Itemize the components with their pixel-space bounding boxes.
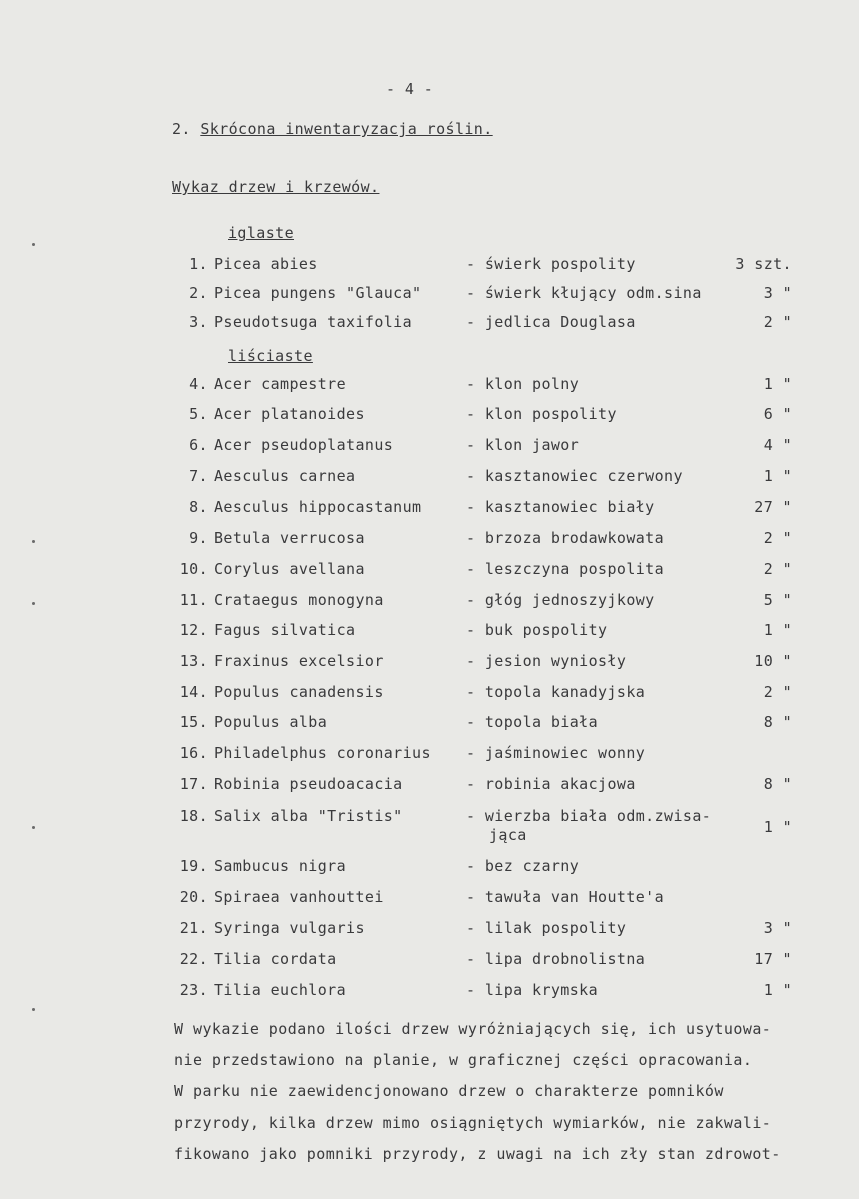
- margin-mark: [32, 1008, 35, 1011]
- latin-name: Betula verrucosa: [214, 529, 365, 547]
- quantity: 8 ": [763, 713, 792, 731]
- paragraph-line: nie przedstawiono na planie, w graficznej części opracowania.: [174, 1051, 753, 1069]
- polish-name: - głóg jednoszyjkowy: [466, 591, 655, 609]
- section-number: 2.: [172, 120, 191, 138]
- margin-mark: [32, 243, 35, 246]
- item-number: 16.: [179, 744, 208, 762]
- item-number: 15.: [179, 713, 208, 731]
- polish-name: - topola biała: [466, 713, 599, 731]
- latin-name: Picea pungens "Glauca": [214, 284, 422, 302]
- polish-name: - klon jawor: [466, 436, 580, 454]
- quantity: 10 ": [754, 652, 792, 670]
- polish-name: - lipa drobnolistna: [466, 950, 646, 968]
- list-item: [0, 981, 859, 1005]
- list-item: [0, 498, 859, 522]
- item-number: 10.: [179, 560, 208, 578]
- polish-name: - jesion wyniosły: [466, 652, 627, 670]
- latin-name: Aesculus hippocastanum: [214, 498, 422, 516]
- quantity: 2 ": [763, 560, 792, 578]
- item-number: 11.: [179, 591, 208, 609]
- latin-name: Philadelphus coronarius: [214, 744, 431, 762]
- list-item: [0, 683, 859, 707]
- item-number: 17.: [179, 775, 208, 793]
- list-item: [0, 467, 859, 491]
- list-item: [0, 436, 859, 460]
- quantity: 6 ": [763, 405, 792, 423]
- quantity: 27 ": [754, 498, 792, 516]
- item-number: 19.: [179, 857, 208, 875]
- latin-name: Populus canadensis: [214, 683, 384, 701]
- latin-name: Picea abies: [214, 255, 318, 273]
- list-item: [0, 888, 859, 912]
- item-number: 13.: [179, 652, 208, 670]
- polish-name: - jedlica Douglasa: [466, 313, 636, 331]
- quantity: 1 ": [763, 981, 792, 999]
- item-number: 6.: [189, 436, 208, 454]
- latin-name: Populus alba: [214, 713, 328, 731]
- latin-name: Robinia pseudoacacia: [214, 775, 403, 793]
- quantity: 3 ": [763, 284, 792, 302]
- list-item: [0, 255, 859, 279]
- paragraph-line: fikowano jako pomniki przyrody, z uwagi na ich zły stan zdrowot-: [174, 1145, 781, 1163]
- polish-name: - kasztanowiec czerwony: [466, 467, 683, 485]
- polish-name: - lipa krymska: [466, 981, 599, 999]
- polish-name: - robinia akacjowa: [466, 775, 636, 793]
- item-number: 3.: [189, 313, 208, 331]
- list-item: [0, 621, 859, 645]
- paragraph-line: W wykazie podano ilości drzew wyróżniających się, ich usytuowa-: [174, 1020, 772, 1038]
- item-number: 12.: [179, 621, 208, 639]
- list-item: [0, 713, 859, 737]
- list-item: [0, 652, 859, 676]
- section-title: Skrócona inwentaryzacja roślin.: [200, 120, 493, 138]
- quantity: 8 ": [763, 775, 792, 793]
- paragraph-line: W parku nie zaewidencjonowano drzew o charakterze pomników: [174, 1082, 724, 1100]
- polish-name: - topola kanadyjska: [466, 683, 646, 701]
- group-heading-deciduous: liściaste: [228, 347, 313, 365]
- item-number: 23.: [179, 981, 208, 999]
- quantity: 1 ": [763, 375, 792, 393]
- latin-name: Acer campestre: [214, 375, 347, 393]
- latin-name: Crataegus monogyna: [214, 591, 384, 609]
- polish-name: - świerk kłujący odm.sina: [466, 284, 702, 302]
- item-18-quantity: 1 ": [763, 818, 792, 836]
- item-number: 18.: [179, 807, 208, 825]
- quantity: 3 ": [763, 919, 792, 937]
- latin-name: Acer platanoides: [214, 405, 365, 423]
- polish-name: - buk pospolity: [466, 621, 608, 639]
- section-heading: [172, 120, 493, 138]
- list-item: [0, 560, 859, 584]
- list-item: [0, 284, 859, 308]
- quantity: 3 szt.: [735, 255, 792, 273]
- margin-mark: [32, 826, 35, 829]
- quantity: 2 ": [763, 683, 792, 701]
- group-heading-conifers: iglaste: [228, 224, 295, 242]
- latin-name: Tilia cordata: [214, 950, 337, 968]
- item-number: 2.: [189, 284, 208, 302]
- quantity: 1 ": [763, 621, 792, 639]
- latin-name: Acer pseudoplatanus: [214, 436, 394, 454]
- polish-name: - lilak pospolity: [466, 919, 627, 937]
- margin-mark: [32, 540, 35, 543]
- item-number: 14.: [179, 683, 208, 701]
- item-number: 4.: [189, 375, 208, 393]
- list-item: [0, 529, 859, 553]
- paragraph-line: przyrody, kilka drzew mimo osiągniętych wymiarków, nie zakwali-: [174, 1114, 772, 1132]
- polish-name: - leszczyna pospolita: [466, 560, 665, 578]
- quantity: 2 ": [763, 313, 792, 331]
- polish-name: - świerk pospolity: [466, 255, 636, 273]
- item-number: 7.: [189, 467, 208, 485]
- latin-name: Fraxinus excelsior: [214, 652, 384, 670]
- polish-name: - klon pospolity: [466, 405, 617, 423]
- latin-name: Corylus avellana: [214, 560, 365, 578]
- margin-mark: [32, 602, 35, 605]
- quantity: 17 ": [754, 950, 792, 968]
- list-item: [0, 919, 859, 943]
- latin-name: Salix alba "Tristis": [214, 807, 403, 825]
- item-number: 8.: [189, 498, 208, 516]
- quantity: 1 ": [763, 467, 792, 485]
- latin-name: Spiraea vanhouttei: [214, 888, 384, 906]
- latin-name: Tilia euchlora: [214, 981, 347, 999]
- list-item: [0, 950, 859, 974]
- polish-name: - tawuła van Houtte'a: [466, 888, 665, 906]
- item-number: 22.: [179, 950, 208, 968]
- list-title: Wykaz drzew i krzewów.: [172, 178, 380, 196]
- polish-name: - kasztanowiec biały: [466, 498, 655, 516]
- latin-name: Syringa vulgaris: [214, 919, 365, 937]
- latin-name: Pseudotsuga taxifolia: [214, 313, 413, 331]
- list-item: [0, 405, 859, 429]
- polish-name: - brzoza brodawkowata: [466, 529, 665, 547]
- list-item: [0, 375, 859, 399]
- item-number: 1.: [189, 255, 208, 273]
- polish-name: - jaśminowiec wonny: [466, 744, 646, 762]
- item-number: 21.: [179, 919, 208, 937]
- quantity: 5 ": [763, 591, 792, 609]
- list-item: [0, 857, 859, 881]
- list-item: [0, 744, 859, 768]
- latin-name: Fagus silvatica: [214, 621, 356, 639]
- polish-name: - wierzba biała odm.zwisa-: [466, 807, 712, 825]
- list-item: [0, 591, 859, 615]
- item-number: 9.: [189, 529, 208, 547]
- polish-name: - bez czarny: [466, 857, 580, 875]
- list-item: [0, 775, 859, 799]
- page-number: - 4 -: [386, 80, 434, 98]
- latin-name: Sambucus nigra: [214, 857, 347, 875]
- list-item: [0, 313, 859, 337]
- latin-name: Aesculus carnea: [214, 467, 356, 485]
- item-number: 20.: [179, 888, 208, 906]
- item-number: 5.: [189, 405, 208, 423]
- polish-name: - klon polny: [466, 375, 580, 393]
- item-18-continuation: jąca: [489, 826, 527, 844]
- quantity: 4 ": [763, 436, 792, 454]
- quantity: 2 ": [763, 529, 792, 547]
